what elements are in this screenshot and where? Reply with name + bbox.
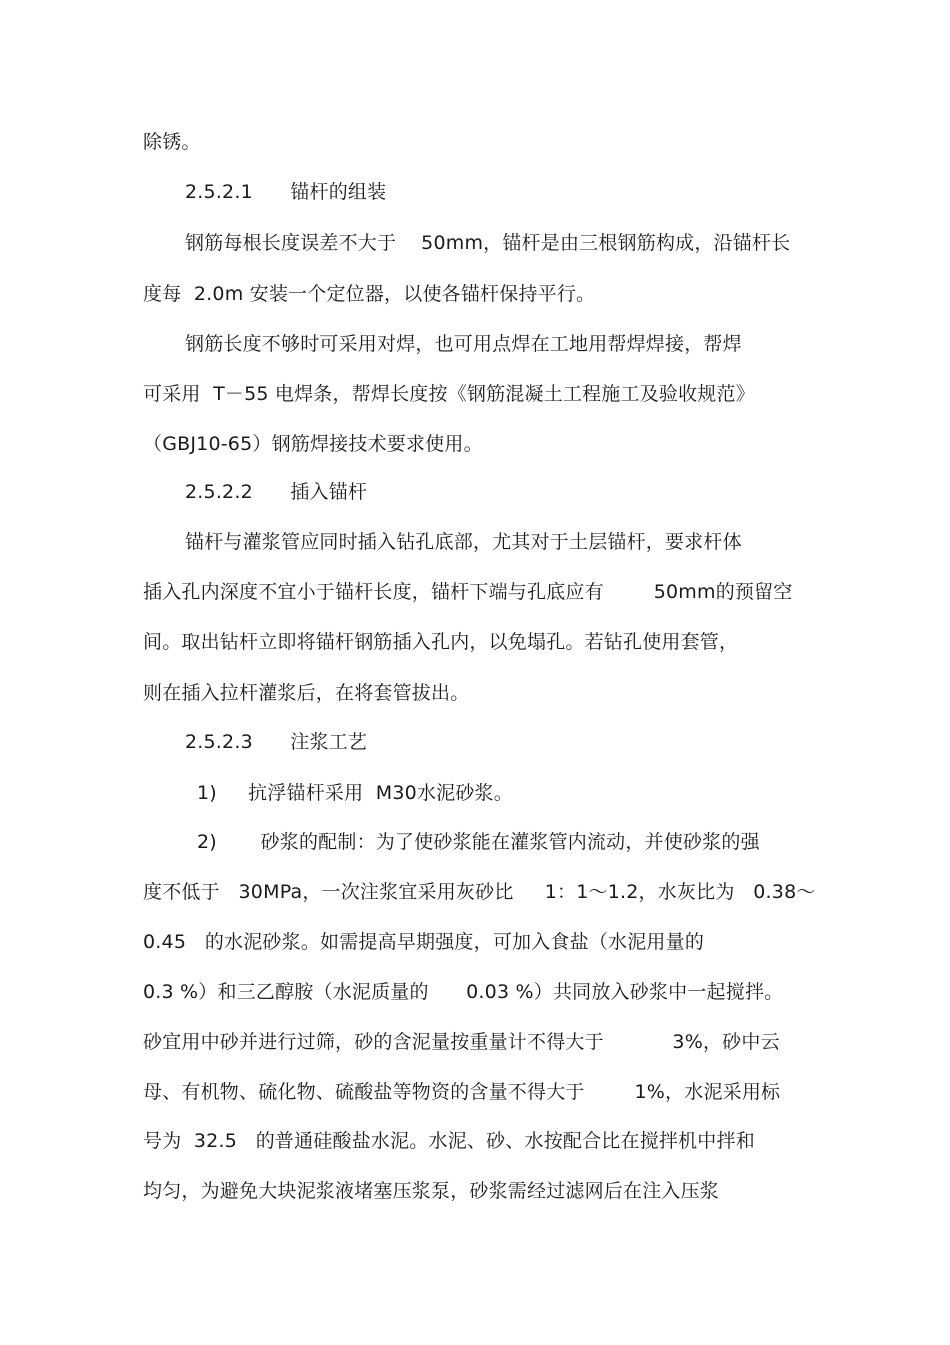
text-line: 钢筋每根长度误差不大于 50mm，锚杆是由三根钢筋构成，沿锚杆长	[185, 232, 791, 254]
text-line: 砂宜用中砂并进行过筛，砂的含泥量按重量计不得大于 3%，砂中云	[143, 1031, 780, 1053]
section-heading-2-5-2-3: 2.5.2.3 注浆工艺	[185, 731, 368, 753]
text-line: 可采用 T－55 电焊条，帮焊长度按《钢筋混凝土工程施工及验收规范》	[143, 383, 755, 405]
text-line: 号为 32.5 的普通硅酸盐水泥。水泥、砂、水按配合比在搅拌机中拌和	[143, 1130, 755, 1152]
text-line: 间。取出钻杆立即将锚杆钢筋插入孔内，以免塌孔。若钻孔使用套管，	[143, 631, 739, 653]
section-heading-2-5-2-2: 2.5.2.2 插入锚杆	[185, 481, 368, 503]
text-line: 插入孔内深度不宜小于锚杆长度，锚杆下端与孔底应有 50mm的预留空	[143, 581, 793, 603]
text-line: 母、有机物、硫化物、硫酸盐等物资的含量不得大于 1%，水泥采用标	[143, 1081, 781, 1103]
text-line: 度每 2.0m 安装一个定位器，以使各锚杆保持平行。	[143, 283, 596, 305]
text-line: （GBJ10-65）钢筋焊接技术要求使用。	[143, 433, 483, 455]
text-line: 锚杆与灌浆管应同时插入钻孔底部，尤其对于土层锚杆，要求杆体	[185, 531, 742, 553]
text-line: 度不低于 30MPa，一次注浆宜采用灰砂比 1：1～1.2，水灰比为 0.38～	[143, 881, 816, 903]
list-item: 1) 抗浮锚杆采用 M30水泥砂浆。	[197, 782, 513, 804]
text-line: 钢筋长度不够时可采用对焊，也可用点焊在工地用帮焊焊接，帮焊	[185, 333, 742, 355]
text-line: 0.3 %）和三乙醇胺（水泥质量的 0.03 %）共同放入砂浆中一起搅拌。	[143, 981, 784, 1003]
text-line: 均匀，为避免大块泥浆液堵塞压浆泵，砂浆需经过滤网后在注入压浆	[143, 1180, 720, 1202]
list-item: 2) 砂浆的配制：为了使砂浆能在灌浆管内流动，并使砂浆的强	[197, 831, 760, 853]
section-heading-2-5-2-1: 2.5.2.1 锚杆的组装	[185, 181, 387, 203]
text-line: 0.45 的水泥砂浆。如需提高早期强度，可加入食盐（水泥用量的	[143, 931, 705, 953]
text-line: 除锈。	[143, 131, 201, 153]
text-line: 则在插入拉杆灌浆后，在将套管拔出。	[143, 682, 470, 704]
